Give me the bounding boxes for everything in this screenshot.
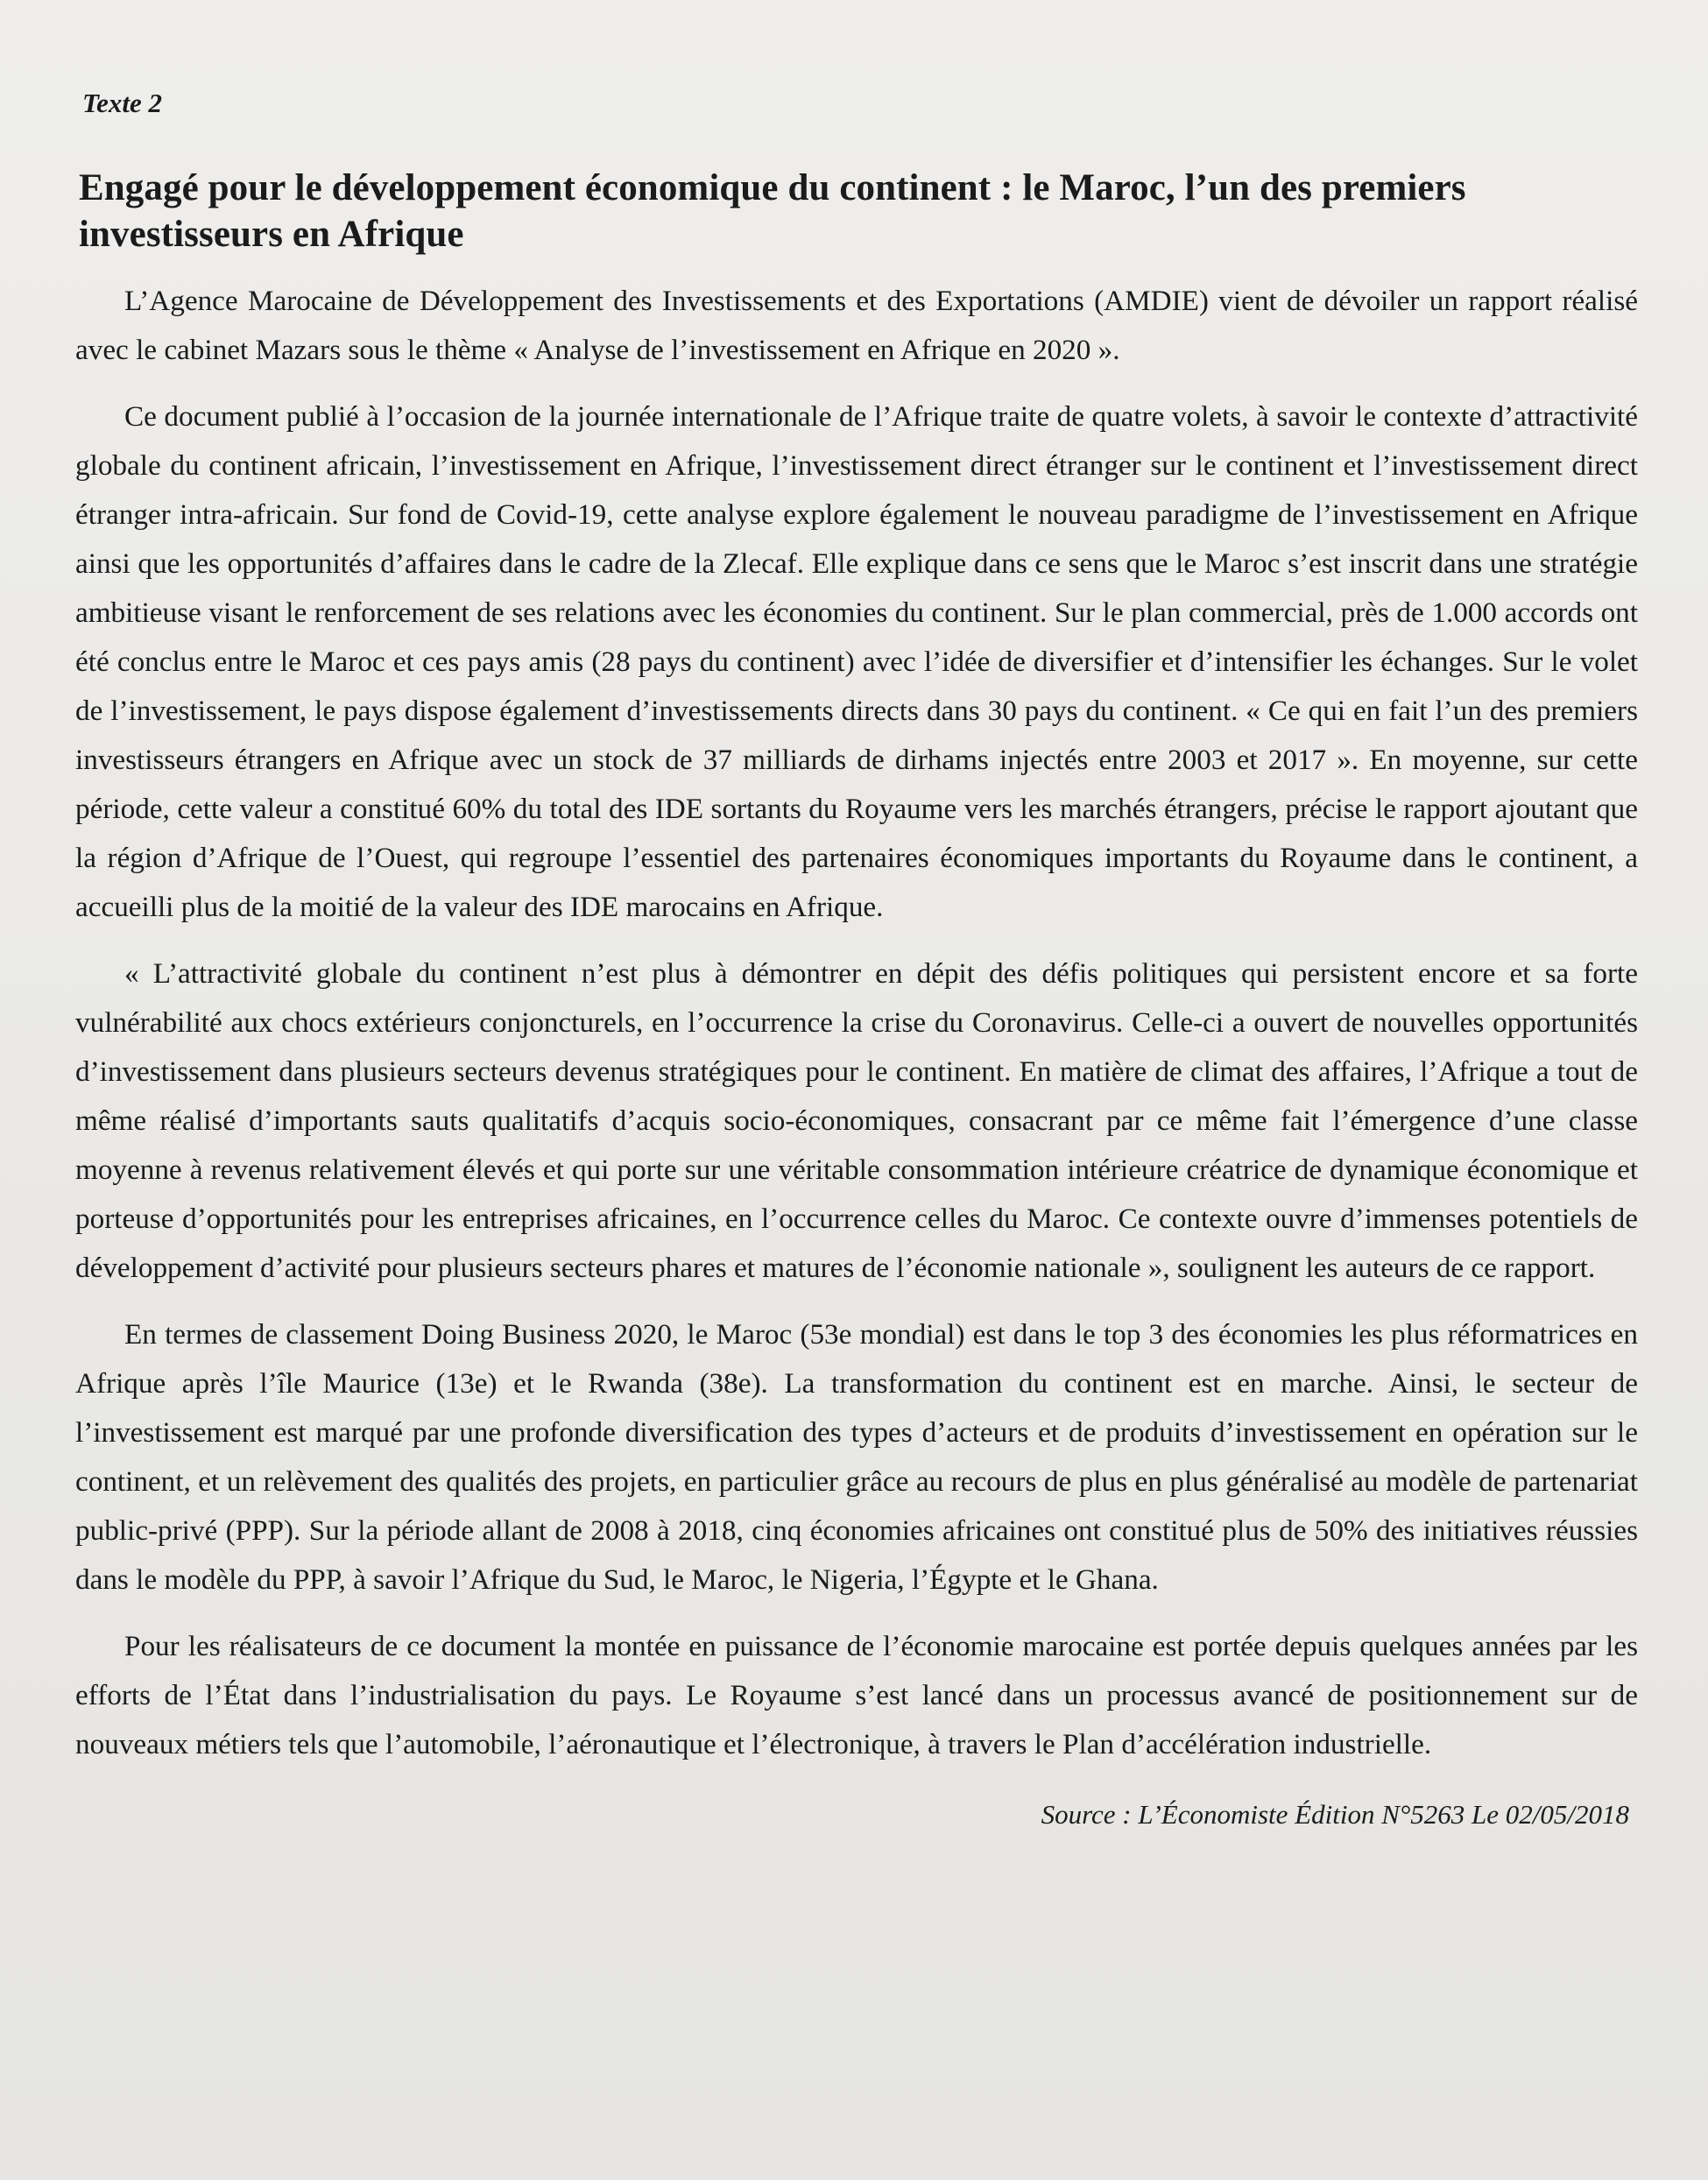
paragraph-1: L’Agence Marocaine de Développement des Investissements et des Exportations (AMDIE) vient de dévoiler un rapport réalisé avec le cabinet Mazars sous le thème « Analyse de l’investissement en Afrique en 2020 ».	[75, 285, 1638, 366]
article-title: Engagé pour le développement économique du continent : le Maroc, l’un des premiers investisseurs en Afrique	[79, 167, 1466, 255]
paragraph-2: Ce document publié à l’occasion de la journée internationale de l’Afrique traite de quatre volets, à savoir le contexte d’attractivité globale du continent africain, l’investissement en Afrique, l’investissement direct étranger sur le continent et l’investissement direct étranger intra-africain. Sur fond de Covid-19, cette analyse explore également le nouveau paradigme de l’investissement en Afrique ainsi que les opportunités d’affaires dans le cadre de la Zlecaf. Elle explique dans ce sens que le Maroc s’est inscrit dans une stratégie ambitieuse visant le renforcement de ses relations avec les économies du continent. Sur le plan commercial, près de 1.000 accords ont été conclus entre le Maroc et ces pays amis (28 pays du continent) avec l’idée de diversifier et d’intensifier les échanges. Sur le volet de l’investissement, le pays dispose également d’investissements directs dans 30 pays du continent. « Ce qui en fait l’un des premiers investisseurs étrangers en Afrique avec un stock de 37 milliards de dirhams injectés entre 2003 et 2017 ». En moyenne, sur cette période, cette valeur a constitué 60% du total des IDE sortants du Royaume vers les marchés étrangers, précise le rapport ajoutant que la région d’Afrique de l’Ouest, qui regroupe l’essentiel des partenaires économiques importants du Royaume dans le continent, a accueilli plus de la moitié de la valeur des IDE marocains en Afrique.	[75, 400, 1638, 923]
source-citation: Source : L’Économiste Édition N°5263 Le 02/05/2018	[1041, 1799, 1629, 1830]
paragraph-5: Pour les réalisateurs de ce document la montée en puissance de l’économie marocaine est portée depuis quelques années par les efforts de l’État dans l’industrialisation du pays. Le Royaume s’est lancé dans un processus avancé de positionnement sur de nouveaux métiers tels que l’automobile, l’aéronautique et l’électronique, à travers le Plan d’accélération industrielle.	[75, 1630, 1638, 1760]
paragraph-4: En termes de classement Doing Business 2020, le Maroc (53e mondial) est dans le top 3 des économies les plus réformatrices en Afrique après l’île Maurice (13e) et le Rwanda (38e). La transformation du continent est en marche. Ainsi, le secteur de l’investissement est marqué par une profonde diversification des types d’acteurs et de produits d’investissement en opération sur le continent, et un relèvement des qualités des projets, en particulier grâce au recours de plus en plus généralisé au modèle de partenariat public-privé (PPP). Sur la période allant de 2008 à 2018, cinq économies africaines ont constitué plus de 50% des initiatives réussies dans le modèle du PPP, à savoir l’Afrique du Sud, le Maroc, le Nigeria, l’Égypte et le Ghana.	[75, 1318, 1638, 1596]
text-label: Texte 2	[82, 88, 162, 118]
paragraph-3: « L’attractivité globale du continent n’est plus à démontrer en dépit des défis politiques qui persistent encore et sa forte vulnérabilité aux chocs extérieurs conjoncturels, en l’occurrence la crise du Coronavirus. Celle-ci a ouvert de nouvelles opportunités d’investissement dans plusieurs secteurs devenus stratégiques pour le continent. En matière de climat des affaires, l’Afrique a tout de même réalisé d’importants sauts qualitatifs d’acquis socio-économiques, consacrant par ce même fait l’émergence d’une classe moyenne à revenus relativement élevés et qui porte sur une véritable consommation intérieure créatrice de dynamique économique et porteuse d’opportunités pour les entreprises africaines, en l’occurrence celles du Maroc. Ce contexte ouvre d’immenses potentiels de développement d’activité pour plusieurs secteurs phares et matures de l’économie nationale », soulignent les auteurs de ce rapport.	[75, 957, 1638, 1284]
